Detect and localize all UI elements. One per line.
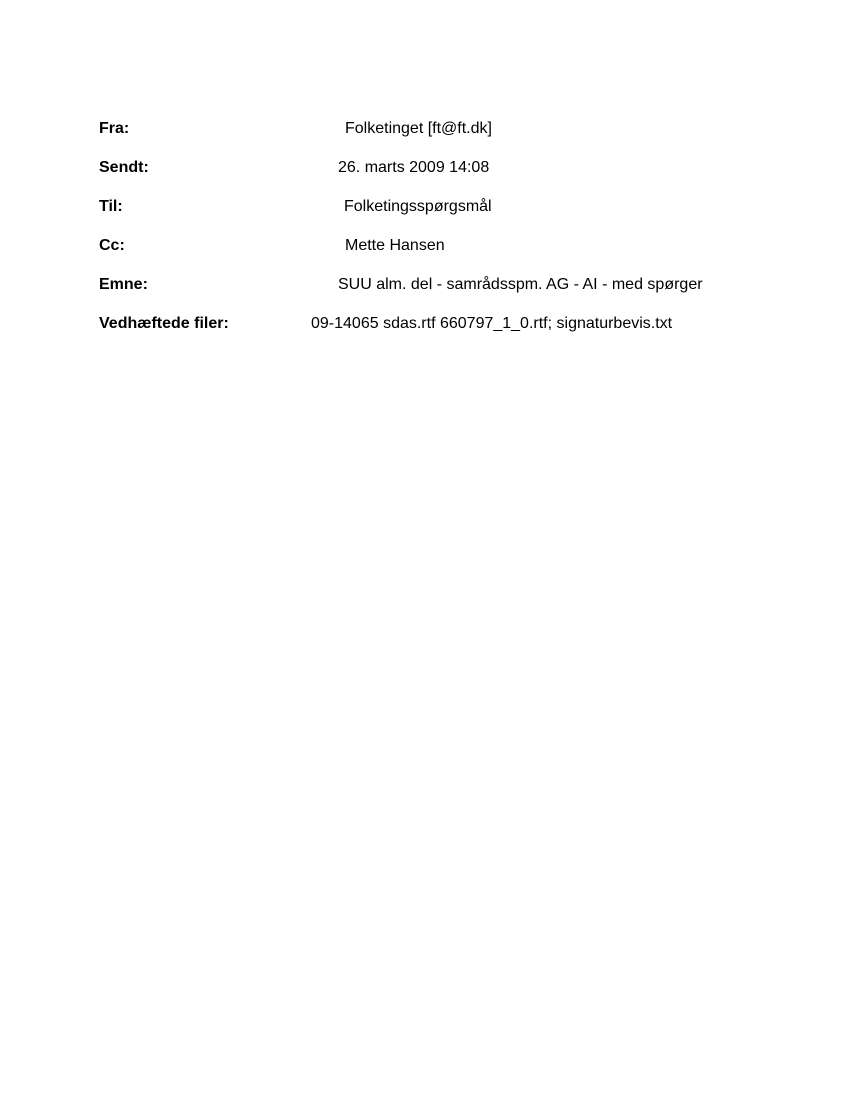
email-subject-value: SUU alm. del - samrådsspm. AG - AI - med spørger xyxy=(338,276,703,293)
email-cc-label: Cc: xyxy=(99,237,125,254)
email-sent-value: 26. marts 2009 14:08 xyxy=(338,159,490,176)
email-from-row xyxy=(0,117,850,141)
email-cc-value: Mette Hansen xyxy=(345,237,445,254)
email-to-label: Til: xyxy=(99,198,123,215)
email-attachments-label: Vedhæftede filer: xyxy=(99,315,229,332)
email-attachments-value: 09-14065 sdas.rtf 660797_1_0.rtf; signaturbevis.txt xyxy=(311,315,673,332)
email-sent-row xyxy=(0,156,850,180)
email-attachments-row xyxy=(0,312,850,336)
email-subject-row xyxy=(0,273,850,297)
email-from-label: Fra: xyxy=(99,120,130,137)
email-from-value: Folketinget [ft@ft.dk] xyxy=(345,120,492,137)
email-cc-row xyxy=(0,234,850,258)
email-sent-label: Sendt: xyxy=(99,159,149,176)
email-to-row xyxy=(0,195,850,219)
email-to-value: Folketingsspørgsmål xyxy=(344,198,492,215)
email-subject-label: Emne: xyxy=(99,276,148,293)
